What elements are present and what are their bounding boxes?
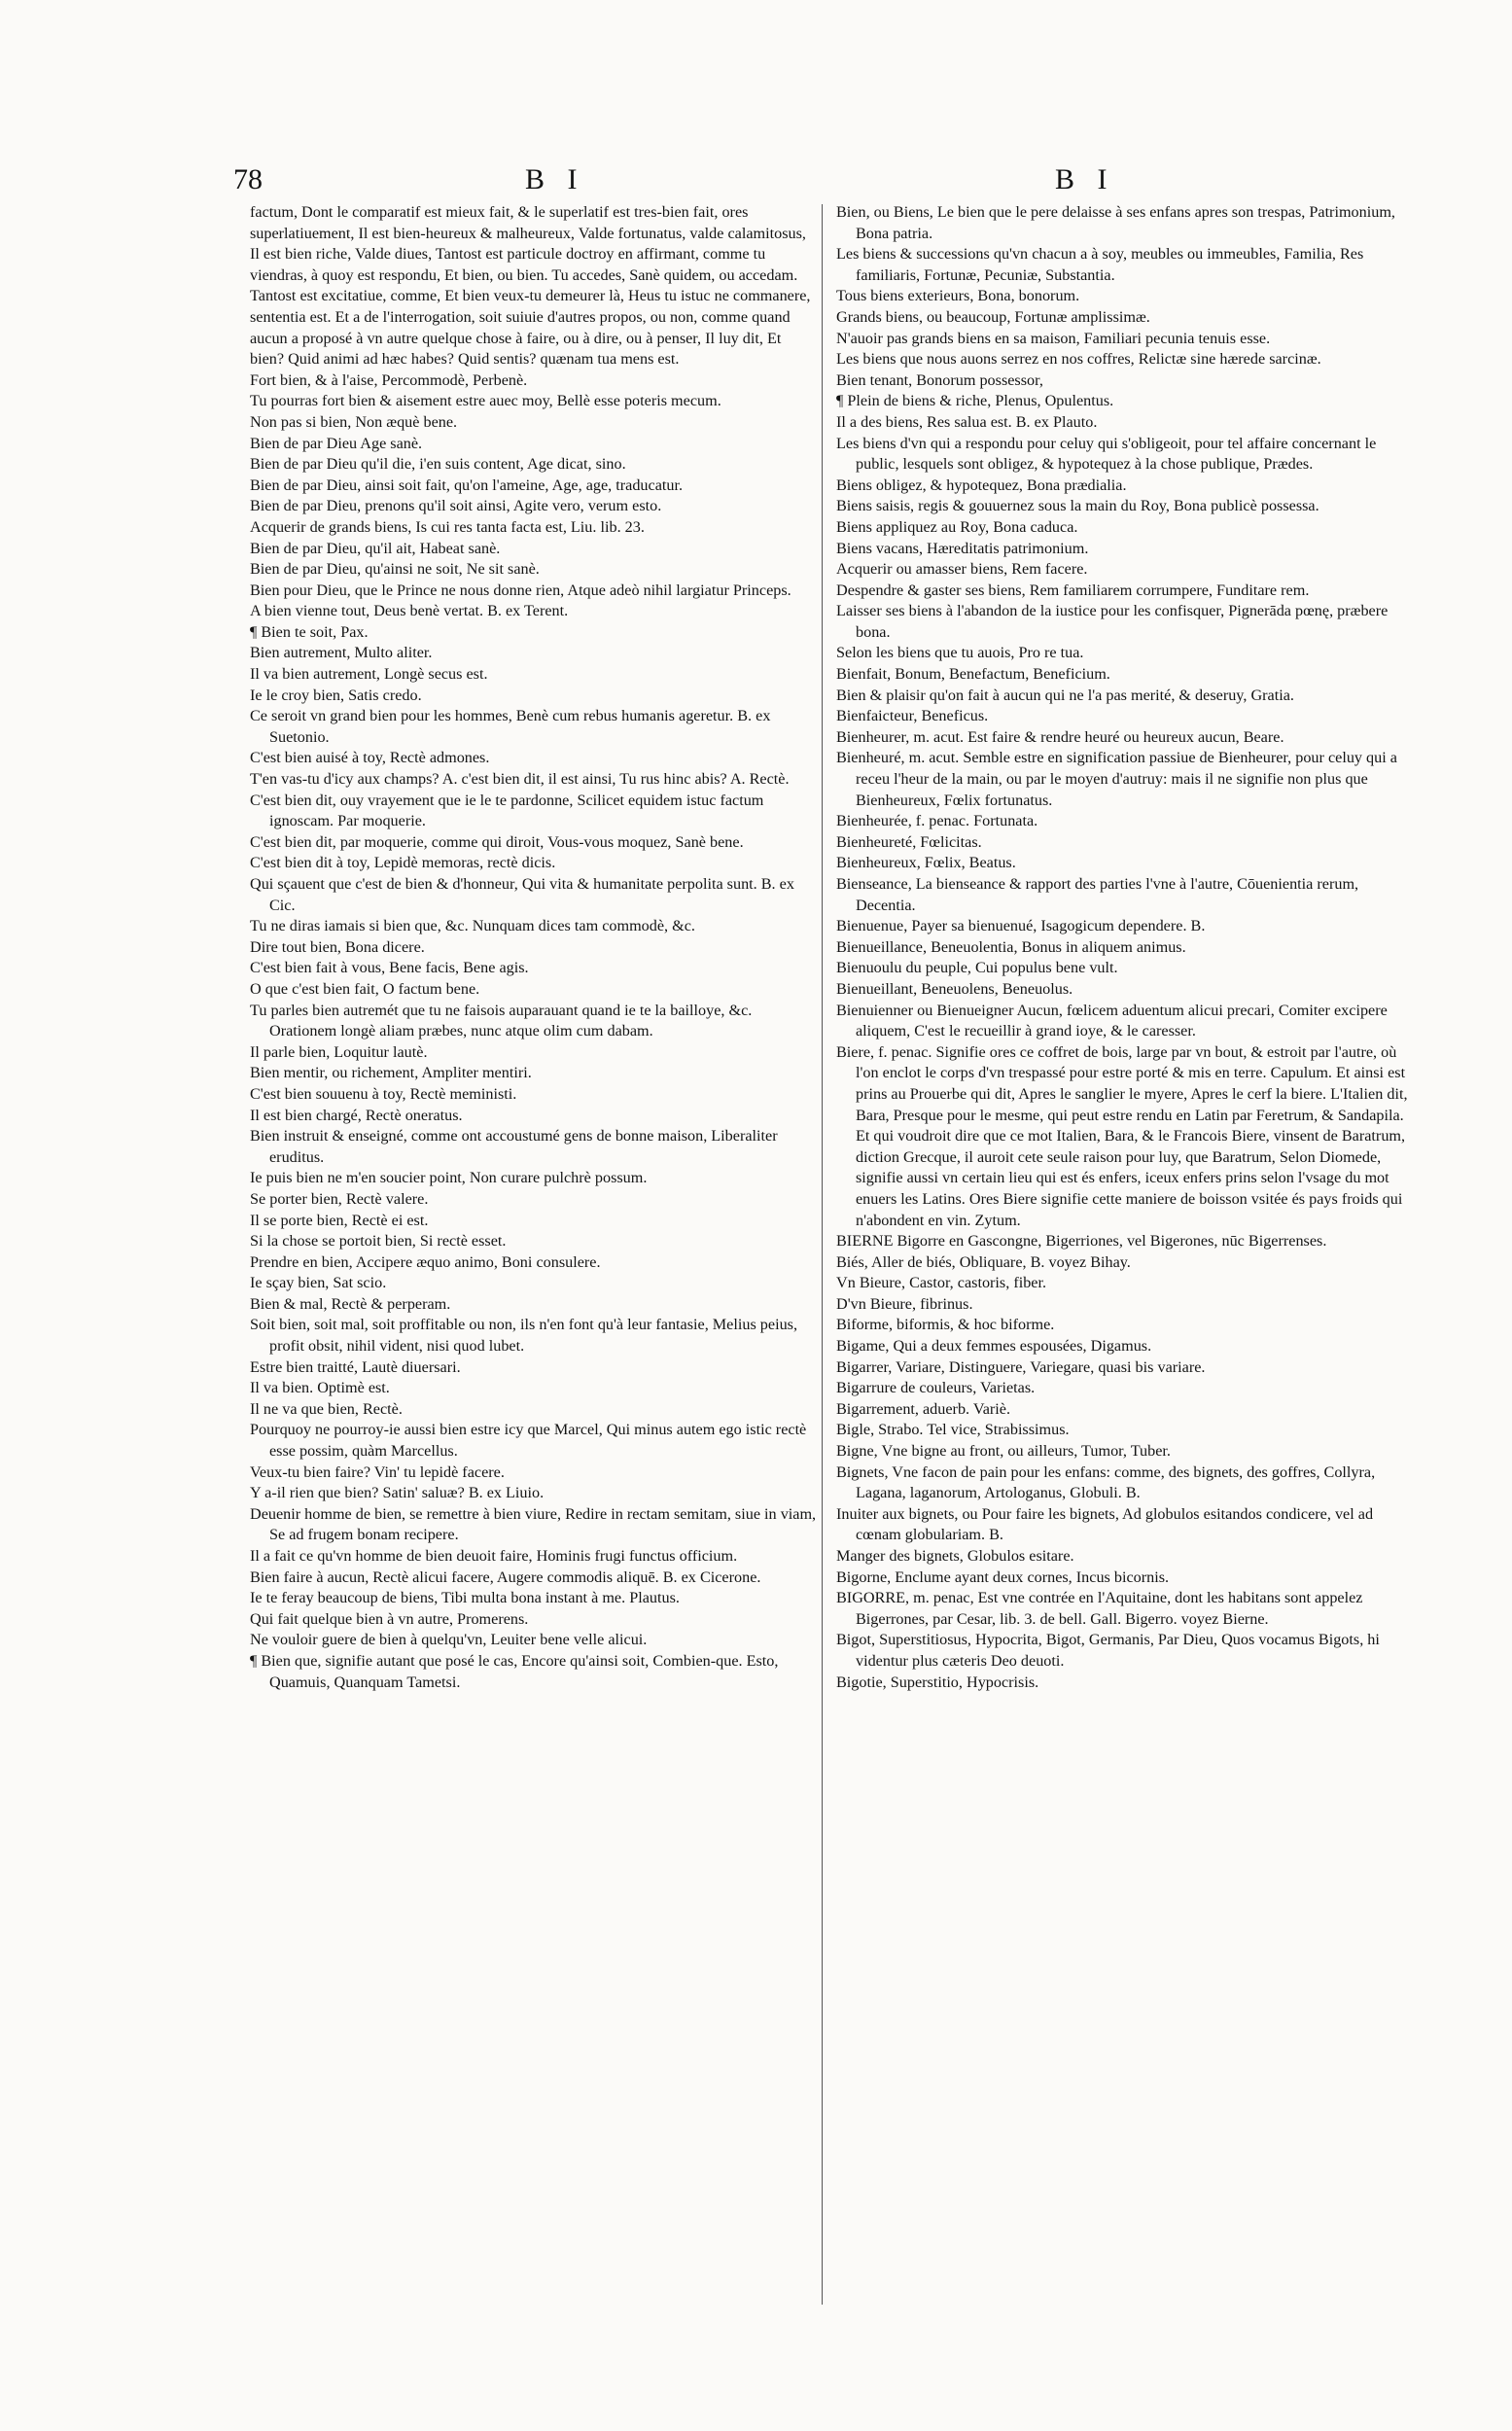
dictionary-entry: Il parle bien, Loquitur lautè.: [250, 1042, 428, 1061]
dictionary-entry: Bienheurer, m. acut. Est faire & rendre heuré ou heureux aucun, Beare.: [836, 727, 1284, 746]
dictionary-entry: Bienfait, Bonum, Benefactum, Beneficium.: [836, 665, 1110, 684]
dictionary-entry: Biens obligez, & hypotequez, Bona prædialia.: [836, 476, 1127, 494]
dictionary-entry: A bien vienne tout, Deus benè vertat. B. ex Terent.: [250, 602, 569, 620]
dictionary-entry: Biforme, biformis, & hoc biforme.: [836, 1316, 1055, 1334]
dictionary-entry: Les biens & successions qu'vn chacun a à soy, meubles ou immeubles, Familia, Res familiaris, Fortunæ, Pecuniæ, Substantia.: [836, 245, 1364, 284]
dictionary-entry: Ie sçay bien, Sat scio.: [250, 1274, 387, 1292]
dictionary-entry: Acquerir de grands biens, Is cui res tanta facta est, Liu. lib. 23.: [250, 517, 645, 536]
dictionary-entry: Les biens d'vn qui a respondu pour celuy qui s'obligeoit, pour tel affaire concernant le public, lesquels sont obligez, & hypotequez à la chose publique, Prædes.: [836, 434, 1377, 474]
dictionary-entry: Bienheureux, Fœlix, Beatus.: [836, 854, 1016, 872]
dictionary-entry: Il est bien chargé, Rectè oneratus.: [250, 1106, 463, 1124]
dictionary-entry: N'auoir pas grands biens en sa maison, Familiari pecunia tenuis esse.: [836, 329, 1271, 347]
dictionary-entry: Bienuienner ou Bienueigner Aucun, fœlicem aduentum alicui precari, Comiter excipere aliquem, C'est le recueillir à grand ioye, & le caresser.: [836, 1001, 1388, 1040]
left-running-head: B I: [525, 163, 585, 195]
right-column: [836, 202, 1410, 1693]
dictionary-entry: Biere, f. penac. Signifie ores ce coffret de bois, large par vn bout, & estroit par l'autre, où l'on enclot le corps d'vn trespassé pour estre porté & mis en terre. Capulum. Et ainsi est prins au Prouerbe qui dit, Apres le sanglier le myere, Apres le cerf la biere. L'Italien dit, Bara, Presque pour le mesme, qui peut estre rendu en Latin par Feretrum, & Sandapila. Et qui voudroit dire que ce mot Italien, Bara, & le Francois Biere, vinsent de Baratrum, diction Grecque, il auroit cete seule raison pour luy, que Baratrum, Selon Diomede, signifie aussi vn certain lieu qui est és enfers, iceux enfers prins selon l'vsage du mot enuers les Latins. Ores Biere signifie cette maniere de boisson vsitée és pays froids qui n'abondent en vin. Zytum.: [836, 1042, 1408, 1229]
dictionary-entry: C'est bien dit, ouy vrayement que ie le te pardonne, Scilicet equidem istuc factum ignoscam. Par moquerie.: [250, 791, 764, 830]
dictionary-entry: Manger des bignets, Globulos esitare.: [836, 1547, 1074, 1565]
dictionary-entry: ¶ Bien te soit, Pax.: [250, 622, 369, 641]
page-number: 78: [233, 163, 263, 195]
dictionary-entry: Bien mentir, ou richement, Ampliter mentiri.: [250, 1064, 532, 1082]
dictionary-entry: Bigot, Superstitiosus, Hypocrita, Bigot, Germanis, Par Dieu, Quos vocamus Bigots, hi videntur plus cæteris Deo deuoti.: [836, 1631, 1380, 1670]
dictionary-entry: Bigle, Strabo. Tel vice, Strabissimus.: [836, 1421, 1070, 1439]
dictionary-entry: C'est bien dit à toy, Lepidè memoras, rectè dicis.: [250, 854, 556, 872]
dictionary-entry: Bien de par Dieu qu'il die, i'en suis content, Age dicat, sino.: [250, 455, 626, 474]
dictionary-entry: C'est bien dit, par moquerie, comme qui diroit, Vous-vous moquez, Sanè bene.: [250, 832, 744, 851]
dictionary-entry: Inuiter aux bignets, ou Pour faire les bignets, Ad globulos esitandos condicere, vel ad cœnam globulariam. B.: [836, 1504, 1374, 1544]
dictionary-entry: Bienueillant, Beneuolens, Beneuolus.: [836, 979, 1073, 998]
dictionary-entry: Ce seroit vn grand bien pour les hommes, Benè cum rebus humanis ageretur. B. ex Suetonio.: [250, 707, 771, 746]
dictionary-entry: factum, Dont le comparatif est mieux fait, & le superlatif est tres-bien fait, ores superlatiuement, Il est bien-heureux & malheureux, Valde fortunatus, valde calamitosus, Il est bien riche, Valde diues, Tantost est particule doctroy en affirmant, comme tu viendras, à quoy est respondu, Et bien, ou bien. Tu accedes, Sanè quidem, ou accedam. Tantost est excitatiue, comme, Et bien veux-tu demeurer là, Heus tu istuc ne commanere, sententia est. Et a de l'interrogation, soit suiuie d'autres propos, ou non, comme quand aucun a proposé à vn autre quelque chose à faire, ou à dire, ou à penser, Il luy dit, Et bien? Quid animi ad hæc habes? Quid sentis? quænam tua mens est.: [250, 203, 811, 369]
dictionary-entry: Bignets, Vne facon de pain pour les enfans: comme, des bignets, des goffres, Collyra, Lagana, laganorum, Artologanus, Globuli. B.: [836, 1462, 1376, 1502]
dictionary-entry: Bienseance, La bienseance & rapport des parties l'vne à l'autre, Cōuenientia rerum, Decentia.: [836, 875, 1359, 914]
dictionary-entry: Il va bien. Optimè est.: [250, 1379, 390, 1397]
dictionary-entry: Prendre en bien, Accipere æquo animo, Boni consulere.: [250, 1252, 601, 1271]
dictionary-entry: Deuenir homme de bien, se remettre à bien viure, Redire in rectam semitam, siue in viam, Se ad frugem bonam recipere.: [250, 1504, 817, 1544]
dictionary-entry: C'est bien souuenu à toy, Rectè meministi.: [250, 1084, 517, 1103]
dictionary-entry: Y a-il rien que bien? Satin' saluæ? B. ex Liuio.: [250, 1484, 545, 1502]
dictionary-entry: Il a fait ce qu'vn homme de bien deuoit faire, Hominis frugi functus officium.: [250, 1547, 738, 1565]
dictionary-entry: Acquerir ou amasser biens, Rem facere.: [836, 560, 1088, 579]
dictionary-entry: Bien de par Dieu, qu'ainsi ne soit, Ne sit sanè.: [250, 560, 540, 579]
dictionary-entry: Bigarrer, Variare, Distinguere, Variegare, quasi bis variare.: [836, 1357, 1206, 1376]
dictionary-entry: Estre bien traitté, Lautè diuersari.: [250, 1357, 461, 1376]
dictionary-entry: Dire tout bien, Bona dicere.: [250, 937, 425, 956]
dictionary-entry: Bigotie, Superstitio, Hypocrisis.: [836, 1673, 1039, 1691]
dictionary-entry: Qui sçauent que c'est de bien & d'honneur, Qui vita & humanitate perpolita sunt. B. ex Cic.: [250, 875, 794, 914]
dictionary-entry: Bienheurée, f. penac. Fortunata.: [836, 812, 1038, 830]
dictionary-entry: Vn Bieure, Castor, castoris, fiber.: [836, 1274, 1047, 1292]
dictionary-entry: Bienuoulu du peuple, Cui populus bene vult.: [836, 959, 1118, 977]
dictionary-entry: Bigne, Vne bigne au front, ou ailleurs, Tumor, Tuber.: [836, 1442, 1171, 1461]
dictionary-entry: Tu ne diras iamais si bien que, &c. Nunquam dices tam commodè, &c.: [250, 917, 695, 935]
dictionary-entry: T'en vas-tu d'icy aux champs? A. c'est bien dit, il est ainsi, Tu rus hinc abis? A. Rectè.: [250, 770, 790, 789]
dictionary-entry: Bien de par Dieu, ainsi soit fait, qu'on l'ameine, Age, age, traducatur.: [250, 476, 684, 494]
dictionary-entry: Bien & plaisir qu'on fait à aucun qui ne l'a pas merité, & deseruy, Gratia.: [836, 686, 1294, 704]
dictionary-entry: Bigarrement, aduerb. Variè.: [836, 1399, 1011, 1418]
dictionary-entry: Ie puis bien ne m'en soucier point, Non curare pulchrè possum.: [250, 1169, 648, 1187]
dictionary-entry: Bien pour Dieu, que le Prince ne nous donne rien, Atque adeò nihil largiatur Princeps.: [250, 581, 791, 599]
dictionary-entry: Ie te feray beaucoup de biens, Tibi multa bona instant à me. Plautus.: [250, 1589, 680, 1607]
column-divider: [822, 204, 823, 2305]
dictionary-entry: Biés, Aller de biés, Obliquare, B. voyez Bihay.: [836, 1252, 1131, 1271]
dictionary-entry: Biens appliquez au Roy, Bona caduca.: [836, 517, 1078, 536]
dictionary-entry: Despendre & gaster ses biens, Rem familiarem corrumpere, Funditare rem.: [836, 581, 1310, 599]
dictionary-entry: Pourquoy ne pourroy-ie aussi bien estre icy que Marcel, Qui minus autem ego istic rectè esse possim, quàm Marcellus.: [250, 1421, 807, 1461]
dictionary-entry: Bienheuré, m. acut. Semble estre en signification passiue de Bienheurer, pour celuy qui a receu l'heur de la main, ou par le moyen d'autruy: mais il ne signifie non plus que Bienheureux, Fœlix fortunatus.: [836, 749, 1397, 809]
dictionary-entry: O que c'est bien fait, O factum bene.: [250, 979, 480, 998]
dictionary-entry: Bien instruit & enseigné, comme ont accoustumé gens de bonne maison, Liberaliter eruditus.: [250, 1127, 778, 1166]
left-column: [250, 202, 819, 1693]
dictionary-entry: Bienheureté, Fœlicitas.: [836, 832, 982, 851]
dictionary-entry: Bigame, Qui a deux femmes espousées, Digamus.: [836, 1337, 1152, 1356]
dictionary-entry: BIGORRE, m. penac, Est vne contrée en l'Aquitaine, dont les habitans sont appelez Bigerrones, par Cesar, lib. 3. de bell. Gall. Bigerro. voyez Bierne.: [836, 1589, 1363, 1628]
dictionary-entry: Soit bien, soit mal, soit proffitable ou non, ils n'en font qu'à leur fantasie, Melius peius, profit obsit, nihil vident, nisi quod lubet.: [250, 1316, 798, 1356]
dictionary-entry: Bien & mal, Rectè & perperam.: [250, 1294, 451, 1313]
dictionary-entry: Les biens que nous auons serrez en nos coffres, Relictæ sine hærede sarcinæ.: [836, 350, 1321, 369]
dictionary-entry: Se porter bien, Rectè valere.: [250, 1189, 429, 1208]
dictionary-entry: Biens vacans, Hæreditatis patrimonium.: [836, 539, 1089, 557]
dictionary-entry: Fort bien, & à l'aise, Percommodè, Perbenè.: [250, 370, 528, 389]
dictionary-entry: D'vn Bieure, fibrinus.: [836, 1294, 973, 1313]
dictionary-entry: Ne vouloir guere de bien à quelqu'vn, Leuiter bene velle alicui.: [250, 1631, 648, 1649]
dictionary-entry: Tous biens exterieurs, Bona, bonorum.: [836, 287, 1080, 305]
dictionary-entry: BIERNE Bigorre en Gascongne, Bigerriones, vel Bigerones, nūc Bigerrenses.: [836, 1232, 1327, 1251]
dictionary-entry: Bien de par Dieu Age sanè.: [250, 434, 423, 452]
dictionary-entry: Il a des biens, Res salua est. B. ex Plauto.: [836, 412, 1098, 431]
dictionary-entry: Biens saisis, regis & gouuernez sous la main du Roy, Bona publicè possessa.: [836, 497, 1319, 515]
dictionary-entry: Qui fait quelque bien à vn autre, Promerens.: [250, 1609, 529, 1628]
dictionary-entry: C'est bien auisé à toy, Rectè admones.: [250, 749, 490, 767]
dictionary-entry: ¶ Bien que, signifie autant que posé le cas, Encore qu'ainsi soit, Combien-que. Esto, Quamuis, Quanquam Tametsi.: [250, 1651, 779, 1691]
dictionary-entry: Grands biens, ou beaucoup, Fortunæ amplissimæ.: [836, 307, 1150, 326]
dictionary-entry: Il ne va que bien, Rectè.: [250, 1399, 403, 1418]
dictionary-entry: Bien de par Dieu, qu'il ait, Habeat sanè.: [250, 539, 501, 557]
dictionary-entry: Veux-tu bien faire? Vin' tu lepidè facere.: [250, 1462, 505, 1481]
dictionary-entry: Bien autrement, Multo aliter.: [250, 644, 433, 662]
dictionary-entry: Laisser ses biens à l'abandon de la iustice pour les confisquer, Pignerāda pœnę, præbere bona.: [836, 602, 1389, 641]
dictionary-entry: Bien, ou Biens, Le bien que le pere delaisse à ses enfans apres son trespas, Patrimonium, Bona patria.: [836, 203, 1395, 242]
dictionary-entry: Tu pourras fort bien & aisement estre auec moy, Bellè esse poteris mecum.: [250, 392, 721, 410]
dictionary-entry: ¶ Plein de biens & riche, Plenus, Opulentus.: [836, 392, 1114, 410]
dictionary-entry: Ie le croy bien, Satis credo.: [250, 686, 422, 704]
dictionary-entry: Non pas si bien, Non æquè bene.: [250, 412, 458, 431]
dictionary-entry: Il se porte bien, Rectè ei est.: [250, 1211, 429, 1229]
dictionary-entry: Bienuenue, Payer sa bienuenué, Isagogicum dependere. B.: [836, 917, 1206, 935]
dictionary-entry: Bien tenant, Bonorum possessor,: [836, 370, 1043, 389]
dictionary-entry: Bien faire à aucun, Rectè alicui facere, Augere commodis aliquē. B. ex Cicerone.: [250, 1568, 761, 1586]
dictionary-entry: Bienfaicteur, Beneficus.: [836, 707, 989, 725]
dictionary-entry: Tu parles bien autremét que tu ne faisois auparauant quand ie te la bailloye, &c. Orationem longè aliam præbes, nunc atque olim cum dabam.: [250, 1001, 753, 1040]
dictionary-entry: Bienueillance, Beneuolentia, Bonus in aliquem animus.: [836, 937, 1186, 956]
dictionary-entry: Il va bien autrement, Longè secus est.: [250, 665, 488, 684]
dictionary-entry: Selon les biens que tu auois, Pro re tua.: [836, 644, 1084, 662]
dictionary-entry: Si la chose se portoit bien, Si rectè esset.: [250, 1232, 507, 1251]
dictionary-entry: C'est bien fait à vous, Bene facis, Bene agis.: [250, 959, 529, 977]
dictionary-entry: Bigorne, Enclume ayant deux cornes, Incus bicornis.: [836, 1568, 1170, 1586]
dictionary-entry: Bigarrure de couleurs, Varietas.: [836, 1379, 1036, 1397]
dictionary-entry: Bien de par Dieu, prenons qu'il soit ainsi, Agite vero, verum esto.: [250, 497, 662, 515]
right-running-head: B I: [1055, 163, 1115, 195]
